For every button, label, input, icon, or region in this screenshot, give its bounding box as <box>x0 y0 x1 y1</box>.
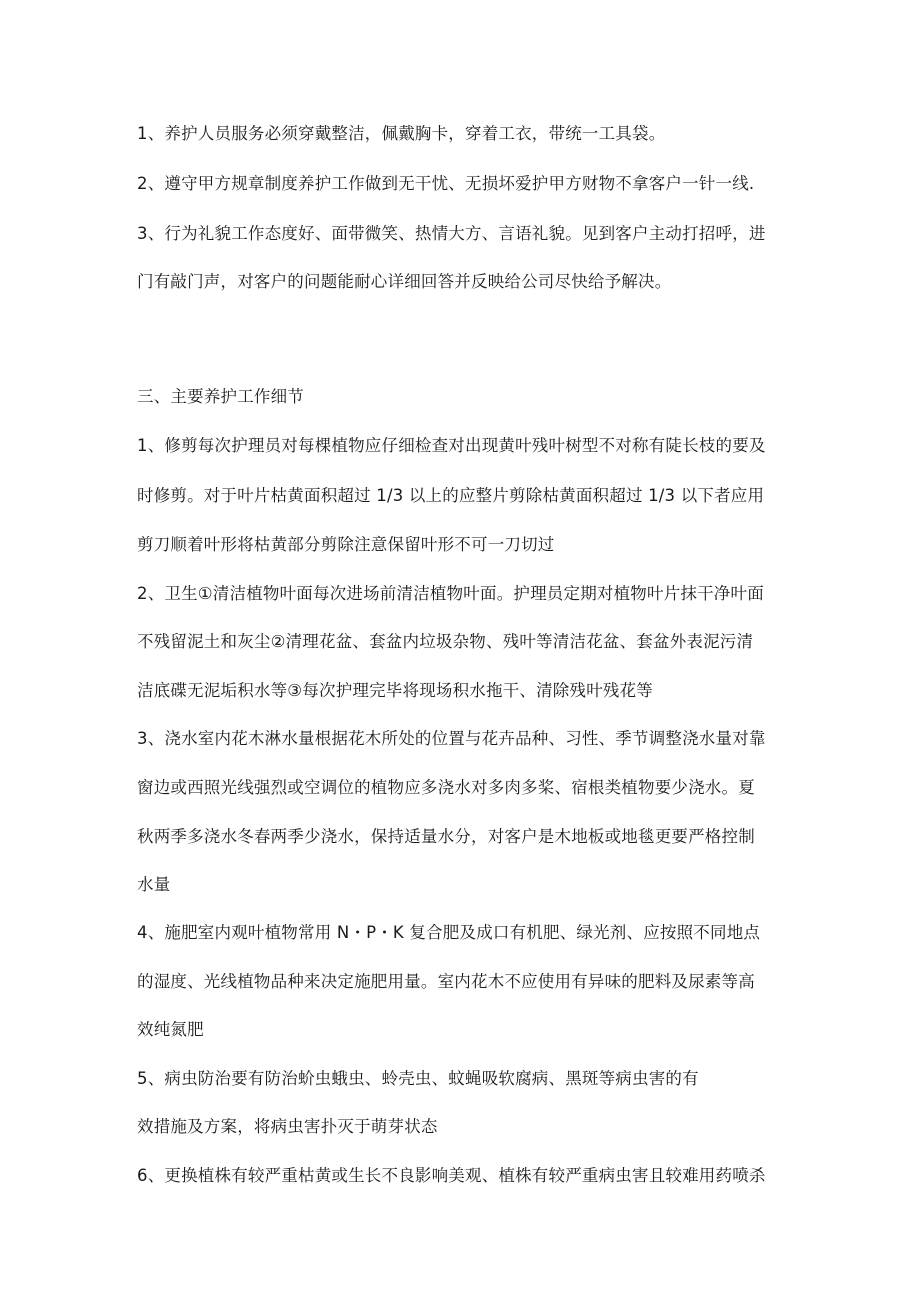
detail-5-line-1: 5、病虫防治要有防治蚧虫蛾虫、蛉壳虫、蚊蝇吸软腐病、黑斑等病虫害的有 <box>137 1069 699 1088</box>
section-heading: 三、主要养护工作细节 <box>137 387 304 406</box>
detail-4-line-2: 的湿度、光线植物品种来决定施肥用量。室内花木不应使用有异味的肥料及尿素等高 <box>137 972 755 991</box>
item-3-line-1: 3、行为礼貌工作态度好、面带微笑、热情大方、言语礼貌。见到客户主动打招呼，进 <box>137 224 766 243</box>
detail-2-line-2: 不残留泥土和灰尘②清理花盆、套盆内垃圾杂物、残叶等清洁花盆、套盆外表泥污清 <box>137 632 754 651</box>
item-2-line-1: 2、遵守甲方规章制度养护工作做到无干忧、无损坏爱护甲方财物不拿客户一针一线. <box>137 174 755 193</box>
detail-4-line-1: 4、施肥室内观叶植物常用 N・P・K 复合肥及成口有机肥、绿光剂、应按照不同地点 <box>137 923 761 942</box>
item-3-line-2: 门有敲门声，对客户的问题能耐心详细回答并反映给公司尽快给予解决。 <box>137 272 672 291</box>
item-1-line-1: 1、养护人员服务必须穿戴整洁，佩戴胸卡，穿着工衣，带统一工具袋。 <box>137 124 666 143</box>
detail-2-line-1: 2、卫生①清洁植物叶面每次进场前清洁植物叶面。护理员定期对植物叶片抹干净叶面 <box>137 584 764 603</box>
detail-1-line-3: 剪刀顺着叶形将枯黄部分剪除注意保留叶形不可一刀切过 <box>137 535 555 554</box>
detail-6-line-1: 6、更换植株有较严重枯黄或生长不良影响美观、植株有较严重病虫害且较难用药喷杀 <box>137 1166 766 1185</box>
detail-3-line-4: 水量 <box>137 875 171 894</box>
detail-2-line-3: 洁底碟无泥垢积水等③每次护理完毕将现场积水拖干、清除残叶残花等 <box>137 681 653 700</box>
detail-4-line-3: 效纯氮肥 <box>137 1020 204 1039</box>
detail-3-line-2: 窗边或西照光线强烈或空调位的植物应多浇水对多肉多桨、宿根类植物要少浇水。夏 <box>137 778 755 797</box>
detail-3-line-3: 秋两季多浇水冬春两季少浇水，保持适量水分，对客户是木地板或地毯更要严格控制 <box>137 827 755 846</box>
detail-1-line-1: 1、修剪每次护理员对每棵植物应仔细检查对出现黄叶残叶树型不对称有陡长枝的要及 <box>137 436 766 455</box>
detail-3-line-1: 3、浇水室内花木淋水量根据花木所处的位置与花卉品种、习性、季节调整浇水量对靠 <box>137 729 766 748</box>
detail-5-line-2: 效措施及方案，将病虫害扑灭于萌芽状态 <box>137 1117 438 1136</box>
detail-1-line-2: 时修剪。对于叶片枯黄面积超过 1/3 以上的应整片剪除枯黄面积超过 1/3 以下者应用 <box>137 486 765 505</box>
